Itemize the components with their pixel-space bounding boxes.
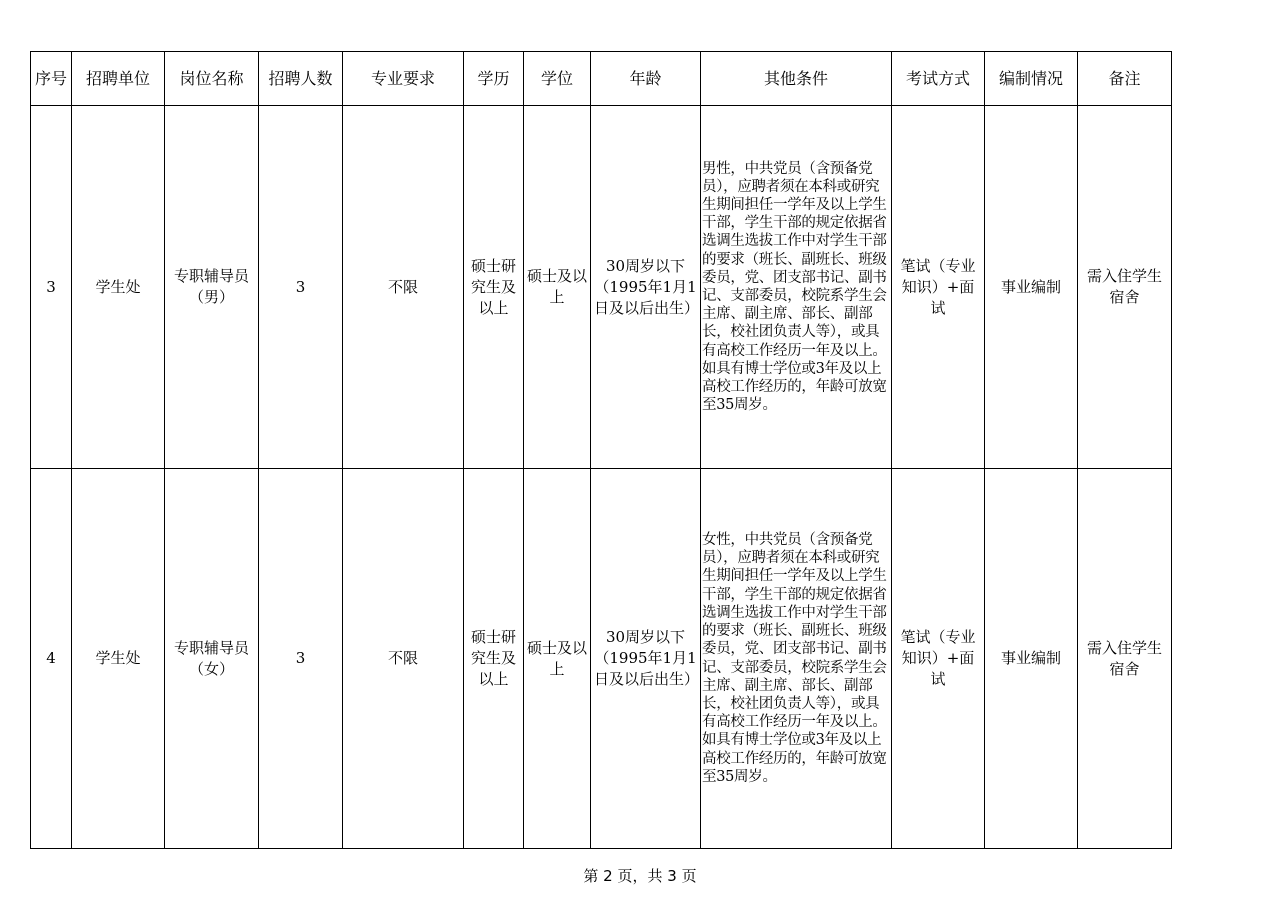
- table-row: [31, 106, 1172, 469]
- cell-exam: 笔试（专业知识）+面试: [892, 469, 985, 849]
- header-staffing: 编制情况: [985, 52, 1078, 106]
- page-number-label: 第 2 页，共 3 页: [583, 867, 697, 885]
- cell-unit: 学生处: [72, 469, 165, 849]
- cell-seq: 4: [31, 469, 72, 849]
- cell-conditions: 男性，中共党员（含预备党员），应聘者须在本科或研究生期间担任一学年及以上学生干部，学生干部的规定依据省选调生选拔工作中对学生干部的要求（班长、副班长、班级委员，党、团支部书记、副书记、支部委员，校院系学生会主席、副主席、部长、副部长，校社团负责人等），或具有高校工作经历一年及以上。如具有博士学位或3年及以上高校工作经历的，年龄可放宽至35周岁。: [701, 106, 892, 469]
- cell-education: 硕士研究生及以上: [464, 106, 524, 469]
- header-major: 专业要求: [343, 52, 464, 106]
- cell-major: 不限: [343, 469, 464, 849]
- header-exam: 考试方式: [892, 52, 985, 106]
- cell-count: 3: [259, 469, 343, 849]
- cell-major: 不限: [343, 106, 464, 469]
- cell-exam: 笔试（专业知识）+面试: [892, 106, 985, 469]
- cell-degree: 硕士及以上: [524, 106, 591, 469]
- cell-seq: 3: [31, 106, 72, 469]
- cell-staffing: 事业编制: [985, 106, 1078, 469]
- header-conditions: 其他条件: [701, 52, 892, 106]
- header-degree: 学位: [524, 52, 591, 106]
- header-seq: 序号: [31, 52, 72, 106]
- cell-education: 硕士研究生及以上: [464, 469, 524, 849]
- recruitment-table: [30, 51, 1172, 849]
- cell-conditions: 女性，中共党员（含预备党员），应聘者须在本科或研究生期间担任一学年及以上学生干部，学生干部的规定依据省选调生选拔工作中对学生干部的要求（班长、副班长、班级委员，党、团支部书记、副书记、支部委员，校院系学生会主席、副主席、部长、副部长，校社团负责人等），或具有高校工作经历一年及以上。如具有博士学位或3年及以上高校工作经历的，年龄可放宽至35周岁。: [701, 469, 892, 849]
- cell-position: 专职辅导员（女）: [165, 469, 259, 849]
- cell-unit: 学生处: [72, 106, 165, 469]
- cell-notes: 需入住学生宿舍: [1078, 469, 1172, 849]
- header-age: 年龄: [591, 52, 701, 106]
- cell-notes: 需入住学生宿舍: [1078, 106, 1172, 469]
- cell-count: 3: [259, 106, 343, 469]
- table-row: [31, 469, 1172, 849]
- header-unit: 招聘单位: [72, 52, 165, 106]
- cell-age: 30周岁以下（1995年1月1日及以后出生）: [591, 106, 701, 469]
- header-row: [31, 52, 1172, 106]
- cell-position: 专职辅导员（男）: [165, 106, 259, 469]
- page-footer: [0, 865, 1280, 886]
- header-education: 学历: [464, 52, 524, 106]
- cell-degree: 硕士及以上: [524, 469, 591, 849]
- cell-staffing: 事业编制: [985, 469, 1078, 849]
- header-position: 岗位名称: [165, 52, 259, 106]
- header-notes: 备注: [1078, 52, 1172, 106]
- header-count: 招聘人数: [259, 52, 343, 106]
- cell-age: 30周岁以下（1995年1月1日及以后出生）: [591, 469, 701, 849]
